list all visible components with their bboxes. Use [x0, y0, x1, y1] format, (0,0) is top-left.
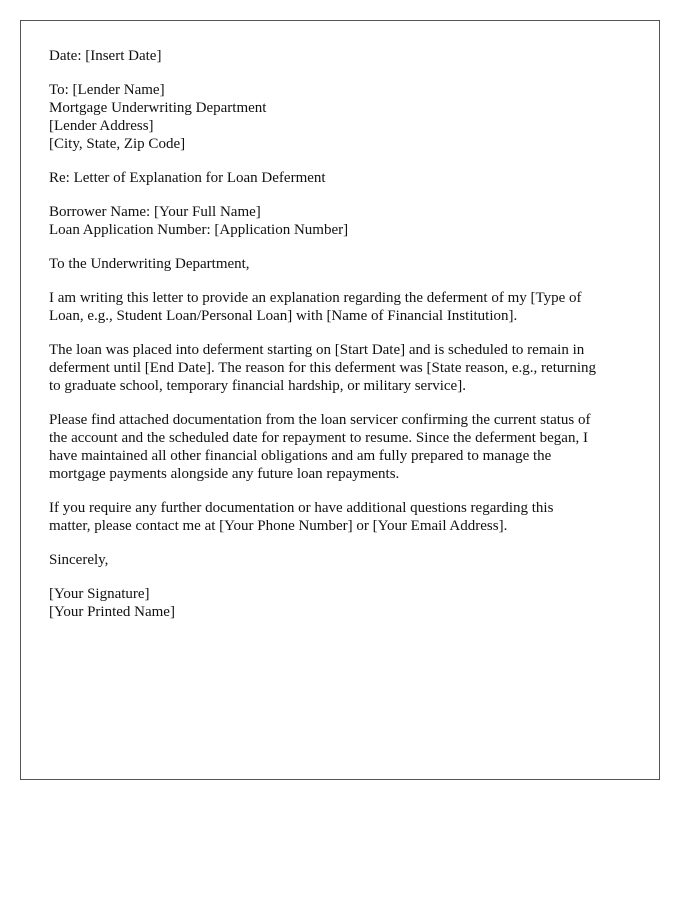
- loan-application-number: Loan Application Number: [Application Number]: [49, 222, 349, 238]
- salutation: To the Underwriting Department,: [49, 256, 250, 272]
- printed-name: [Your Printed Name]: [49, 604, 175, 620]
- recipient-street: [Lender Address]: [49, 118, 154, 134]
- borrower-name: Borrower Name: [Your Full Name]: [49, 204, 261, 220]
- borrower-info: [49, 203, 631, 239]
- signature: [Your Signature]: [49, 586, 150, 602]
- recipient-address: [49, 81, 631, 153]
- signature-block: [49, 585, 631, 621]
- letter-page: [20, 20, 660, 780]
- recipient-name: To: [Lender Name]: [49, 82, 165, 98]
- paragraph-intro: I am writing this letter to provide an explanation regarding the deferment of my [Type of Loan, e.g., Student Loan/Personal Loan] with [Name of Financial Institution].: [49, 290, 582, 324]
- paragraph-deferment-details: The loan was placed into deferment starting on [Start Date] and is scheduled to remain in deferment until [End Date]. The reason for this deferment was [State reason, e.g., returning to graduate school, temporary financial hardship, or military service].: [49, 342, 597, 394]
- recipient-city: [City, State, Zip Code]: [49, 136, 186, 152]
- date-line: Date: [Insert Date]: [49, 48, 162, 64]
- paragraph-contact: If you require any further documentation or have additional questions regarding this matter, please contact me at [Your Phone Number] or [Your Email Address].: [49, 500, 554, 534]
- paragraph-documentation: Please find attached documentation from the loan servicer confirming the current status of the account and the scheduled date for repayment to resume. Since the deferment began, I have maintained all other financial obligations and am fully prepared to manage the mortgage payments alongside any future loan repayments.: [49, 412, 591, 482]
- recipient-department: Mortgage Underwriting Department: [49, 100, 267, 116]
- closing: Sincerely,: [49, 552, 109, 568]
- subject-line: Re: Letter of Explanation for Loan Deferment: [49, 170, 326, 186]
